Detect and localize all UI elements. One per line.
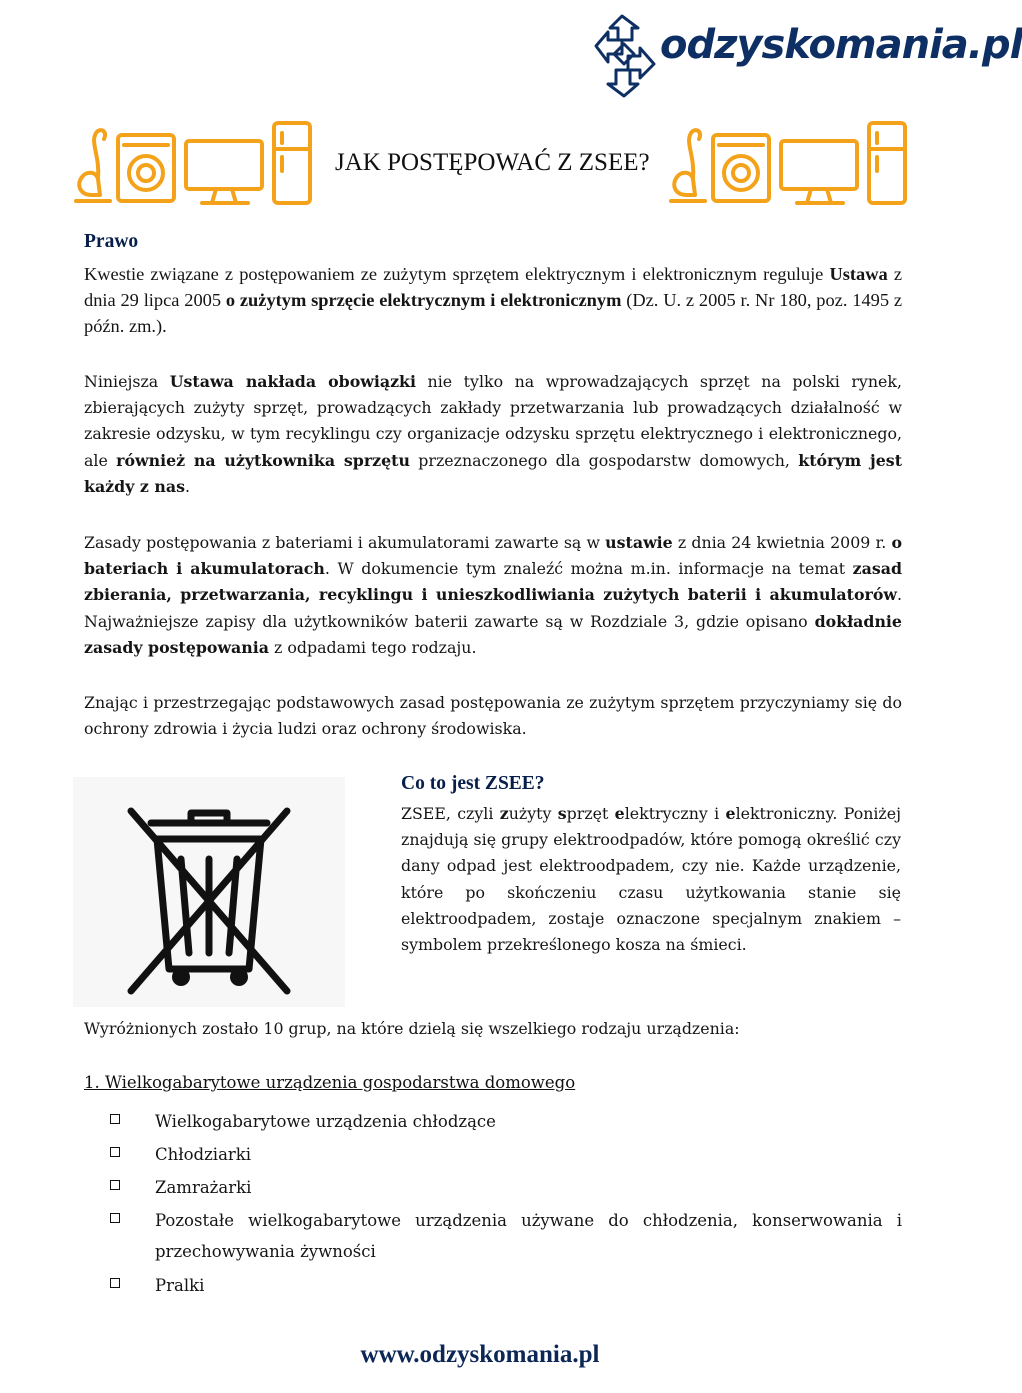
monitor-icon — [781, 141, 857, 203]
refrigerator-icon — [869, 123, 905, 203]
list-item — [110, 1139, 902, 1170]
washing-machine-icon — [118, 135, 174, 201]
crossed-out-wheelie-bin-icon — [73, 777, 345, 1007]
checkbox-bullet-icon — [110, 1147, 120, 1157]
appliance-strip-right — [665, 115, 915, 210]
washing-machine-icon — [713, 135, 769, 201]
list-item-label: Pralki — [155, 1276, 205, 1295]
list-item-label: Pozostałe wielkogabarytowe urządzenia używane do chłodzenia, konserwowania i przechowywania żywności — [155, 1211, 902, 1261]
footer-website-link[interactable]: www.odzyskomania.pl — [360, 1341, 600, 1368]
refrigerator-icon — [274, 123, 310, 203]
list-item — [110, 1106, 902, 1137]
section-heading-prawo: Prawo — [84, 231, 139, 252]
list-item — [110, 1172, 902, 1203]
checkbox-bullet-icon — [110, 1114, 120, 1124]
vacuum-cleaner-icon — [671, 130, 705, 201]
group-title: 1. Wielkogabarytowe urządzenia gospodarstwa domowego — [84, 1073, 576, 1092]
list-item-label: Zamrażarki — [155, 1178, 252, 1197]
monitor-icon — [186, 141, 262, 203]
checkbox-bullet-icon — [110, 1278, 120, 1288]
section-heading-zsee: Co to jest ZSEE? — [401, 773, 545, 794]
recycle-arrows-icon — [588, 12, 660, 102]
ustawa-paragraph: Niniejsza Ustawa nakłada obowiązki nie tylko na wprowadzających sprzęt na polski rynek, zbierających zużyty sprzęt, prowadzących zakłady przetwarzania lub prowadzących działalność w zakresie odzysku, w tym recyklingu czy organizacje odzysku sprzętu elektrycznego i elektronicznego, ale również na użytkownika sprzętu przeznaczonego dla gospodarstw domowych, którym jest każdy z nas. — [84, 372, 902, 496]
checkbox-bullet-icon — [110, 1180, 120, 1190]
ochrona-paragraph: Znając i przestrzegając podstawowych zasad postępowania ze zużytym sprzętem przyczyniamy się do ochrony zdrowia i życia ludzi oraz ochrony środowiska. — [84, 693, 902, 739]
groups-intro: Wyróżnionych zostało 10 grup, na które dzielą się wszelkiego rodzaju urządzenia: — [84, 1019, 740, 1038]
list-item-label: Wielkogabarytowe urządzenia chłodzące — [155, 1112, 496, 1131]
page-title: JAK POSTĘPOWAĆ Z ZSEE? — [335, 149, 650, 176]
zsee-paragraph: ZSEE, czyli zużyty sprzęt elektryczny i elektroniczny. Poniżej znajdują się grupy elektroodpadów, które pomogą określić czy dany odpad jest elektroodpadem, czy nie. Każde urządzenie, które po skończeniu czasu użytkowania stanie się elektroodpadem, zostaje oznaczone specjalnym znakiem – symbolem przekreślonego kosza na śmieci. — [401, 804, 901, 955]
appliance-strip-left — [70, 115, 320, 210]
list-item-label: Chłodziarki — [155, 1145, 252, 1164]
list-item — [110, 1205, 902, 1267]
logo-text: odzyskomania.pl — [660, 22, 1022, 68]
baterie-paragraph: Zasady postępowania z bateriami i akumulatorami zawarte są w ustawie z dnia 24 kwietnia 2009 r. o bateriach i akumulatorach. W dokumencie tym znaleźć można m.in. informacje na temat zasad zbierania, przetwarzania, recyklingu i unieszkodliwiania zużytych baterii i akumulatorów. Najważniejsze zapisy dla użytkowników baterii zawarte są w Rozdziale 3, gdzie opisano dokładnie zasady postępowania z odpadami tego rodzaju. — [84, 533, 903, 657]
vacuum-cleaner-icon — [76, 130, 110, 201]
prawo-paragraph: Kwestie związane z postępowaniem ze zużytym sprzętem elektrycznym i elektronicznym reguluje Ustawa z dnia 29 lipca 2005 o zużytym sprzęcie elektrycznym i elektronicznym (Dz. U. z 2005 r. Nr 180, poz. 1495 z późn. zm.). — [84, 264, 903, 337]
list-item — [110, 1270, 902, 1301]
checkbox-bullet-icon — [110, 1213, 120, 1223]
